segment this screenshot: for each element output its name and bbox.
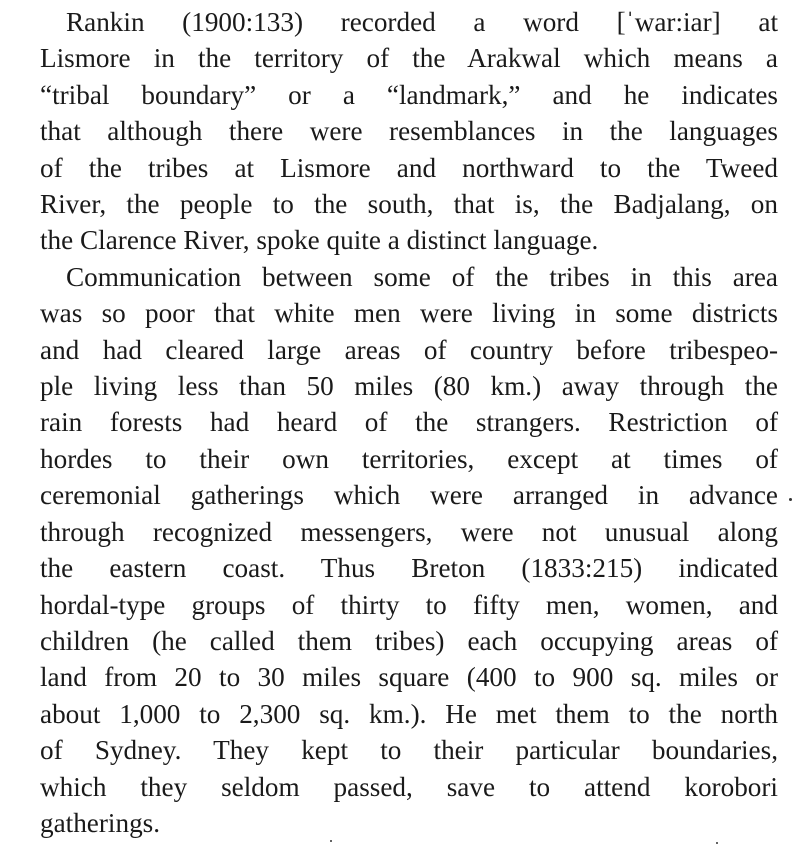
document-page: [40, 4, 778, 841]
text-line: children (he called them tribes) each occupying areas of: [40, 625, 778, 656]
text-line: “tribal boundary” or a “landmark,” and he indicates: [40, 79, 778, 110]
scan-speck: [716, 842, 718, 844]
paragraph-rankin: [40, 4, 778, 259]
text-line: through recognized messengers, were not unusual along: [40, 516, 778, 547]
text-line: the eastern coast. Thus Breton (1833:215) indicated: [40, 553, 778, 584]
text-line: ceremonial gatherings which were arranged in advance: [40, 480, 778, 511]
text-line: Communication between some of the tribes in this area: [66, 261, 778, 292]
text-line: which they seldom passed, save to attend korobori: [40, 771, 778, 802]
text-line: hordal-type groups of thirty to fifty men, women, and: [40, 589, 778, 620]
scan-speck: [330, 840, 332, 842]
text-line: was so poor that white men were living in some districts: [40, 298, 778, 329]
paragraph-communication: [40, 259, 778, 842]
text-line: land from 20 to 30 miles square (400 to 900 sq. miles or: [40, 662, 778, 693]
text-line: and had cleared large areas of country before tribespeo-: [40, 334, 778, 365]
scan-speck: [789, 498, 792, 501]
text-line: the Clarence River, spoke quite a distinct language.: [40, 225, 599, 256]
text-line: that although there were resemblances in the languages: [40, 116, 778, 147]
text-line: of the tribes at Lismore and northward to the Tweed: [40, 152, 778, 183]
text-line: Lismore in the territory of the Arakwal which means a: [40, 43, 778, 74]
text-line: ple living less than 50 miles (80 km.) away through the: [40, 371, 778, 402]
text-line: Rankin (1900:133) recorded a word [ˈwar:iar] at: [66, 7, 778, 37]
text-line: gatherings.: [40, 807, 161, 838]
text-line: about 1,000 to 2,300 sq. km.). He met them to the north: [40, 698, 778, 729]
text-line: hordes to their own territories, except at times of: [40, 443, 778, 474]
text-line: River, the people to the south, that is, the Badjalang, on: [40, 189, 778, 220]
text-line: rain forests had heard of the strangers. Restriction of: [40, 407, 778, 438]
text-line: of Sydney. They kept to their particular boundaries,: [40, 735, 778, 766]
